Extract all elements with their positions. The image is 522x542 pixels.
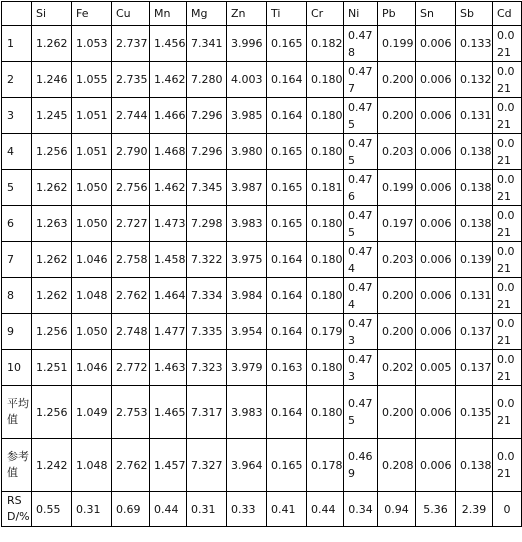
value-cell: 0.34 (344, 492, 378, 527)
value-cell: 0.131 (456, 278, 493, 314)
value-cell: 0.006 (416, 26, 456, 62)
value-cell: 2.727 (112, 206, 150, 242)
value-cell: 0.006 (416, 314, 456, 350)
value-cell: 0.181 (307, 170, 344, 206)
value-cell: 0.006 (416, 62, 456, 98)
value-cell: 0.163 (267, 350, 307, 386)
value-cell: 1.048 (72, 278, 112, 314)
value-cell: 1.049 (72, 386, 112, 439)
value-cell: 0.202 (378, 350, 416, 386)
value-cell: 1.458 (150, 242, 187, 278)
value-cell: 7.327 (187, 439, 227, 492)
column-header: Ti (267, 2, 307, 26)
row-label: RSD/% (2, 492, 32, 527)
value-cell: 1.246 (32, 62, 72, 98)
table-row-mean (2, 386, 522, 439)
value-cell: 0.133 (456, 26, 493, 62)
value-cell: 2.756 (112, 170, 150, 206)
value-cell: 1.262 (32, 170, 72, 206)
row-label: 2 (2, 62, 32, 98)
column-header: Cr (307, 2, 344, 26)
value-cell: 0.138 (456, 134, 493, 170)
value-cell: 0.180 (307, 98, 344, 134)
value-cell: 1.048 (72, 439, 112, 492)
value-cell: 0.165 (267, 206, 307, 242)
value-cell: 5.36 (416, 492, 456, 527)
value-cell: 1.053 (72, 26, 112, 62)
value-cell: 1.464 (150, 278, 187, 314)
value-cell: 0.180 (307, 206, 344, 242)
value-cell: 0.021 (493, 278, 522, 314)
value-cell: 0.137 (456, 350, 493, 386)
value-cell: 7.334 (187, 278, 227, 314)
value-cell: 3.987 (227, 170, 267, 206)
value-cell: 1.256 (32, 134, 72, 170)
value-cell: 0.180 (307, 278, 344, 314)
value-cell: 3.985 (227, 98, 267, 134)
row-label: 4 (2, 134, 32, 170)
value-cell: 2.762 (112, 278, 150, 314)
value-cell: 0.475 (344, 206, 378, 242)
value-cell: 1.051 (72, 98, 112, 134)
row-label: 平均值 (2, 386, 32, 439)
value-cell: 7.341 (187, 26, 227, 62)
row-label: 5 (2, 170, 32, 206)
value-cell: 0.021 (493, 350, 522, 386)
value-cell: 0.165 (267, 134, 307, 170)
value-cell: 3.996 (227, 26, 267, 62)
value-cell: 0.180 (307, 350, 344, 386)
table-row-sample-10 (2, 350, 522, 386)
value-cell: 2.772 (112, 350, 150, 386)
column-header: Mn (150, 2, 187, 26)
value-cell: 0.200 (378, 314, 416, 350)
table-body (2, 26, 522, 527)
table-row-rsd (2, 492, 522, 527)
table-row-sample-6 (2, 206, 522, 242)
value-cell: 0.469 (344, 439, 378, 492)
value-cell: 0.199 (378, 26, 416, 62)
value-cell: 0.006 (416, 439, 456, 492)
value-cell: 1.473 (150, 206, 187, 242)
value-cell: 0.474 (344, 242, 378, 278)
table-row-sample-1 (2, 26, 522, 62)
value-cell: 0.33 (227, 492, 267, 527)
value-cell: 1.263 (32, 206, 72, 242)
column-header: Sb (456, 2, 493, 26)
value-cell: 0 (493, 492, 522, 527)
value-cell: 1.256 (32, 314, 72, 350)
value-cell: 3.979 (227, 350, 267, 386)
value-cell: 0.180 (307, 134, 344, 170)
row-label: 10 (2, 350, 32, 386)
value-cell: 0.203 (378, 242, 416, 278)
value-cell: 1.245 (32, 98, 72, 134)
value-cell: 1.055 (72, 62, 112, 98)
value-cell: 3.984 (227, 278, 267, 314)
value-cell: 1.262 (32, 26, 72, 62)
value-cell: 0.180 (307, 62, 344, 98)
value-cell: 0.021 (493, 170, 522, 206)
row-label: 7 (2, 242, 32, 278)
value-cell: 0.179 (307, 314, 344, 350)
composition-table (1, 1, 522, 527)
column-header: Sn (416, 2, 456, 26)
value-cell: 0.55 (32, 492, 72, 527)
table-row-sample-4 (2, 134, 522, 170)
row-label: 参考值 (2, 439, 32, 492)
value-cell: 0.021 (493, 26, 522, 62)
row-label: 6 (2, 206, 32, 242)
value-cell: 1.463 (150, 350, 187, 386)
column-header: Cd (493, 2, 522, 26)
value-cell: 0.138 (456, 170, 493, 206)
value-cell: 0.69 (112, 492, 150, 527)
value-cell: 0.165 (267, 26, 307, 62)
value-cell: 0.178 (307, 439, 344, 492)
value-cell: 0.138 (456, 439, 493, 492)
table-row-sample-5 (2, 170, 522, 206)
value-cell: 7.322 (187, 242, 227, 278)
value-cell: 0.31 (72, 492, 112, 527)
value-cell: 0.131 (456, 98, 493, 134)
value-cell: 0.94 (378, 492, 416, 527)
value-cell: 0.180 (307, 386, 344, 439)
value-cell: 0.200 (378, 62, 416, 98)
value-cell: 2.735 (112, 62, 150, 98)
value-cell: 1.050 (72, 314, 112, 350)
value-cell: 0.473 (344, 314, 378, 350)
value-cell: 3.964 (227, 439, 267, 492)
value-cell: 7.296 (187, 134, 227, 170)
value-cell: 0.006 (416, 206, 456, 242)
value-cell: 3.983 (227, 386, 267, 439)
value-cell: 0.203 (378, 134, 416, 170)
value-cell: 3.983 (227, 206, 267, 242)
row-label: 1 (2, 26, 32, 62)
value-cell: 0.474 (344, 278, 378, 314)
value-cell: 0.41 (267, 492, 307, 527)
value-cell: 0.164 (267, 98, 307, 134)
value-cell: 0.021 (493, 386, 522, 439)
value-cell: 0.165 (267, 439, 307, 492)
header-corner-cell (2, 2, 32, 26)
value-cell: 2.753 (112, 386, 150, 439)
value-cell: 2.758 (112, 242, 150, 278)
value-cell: 1.046 (72, 242, 112, 278)
value-cell: 3.954 (227, 314, 267, 350)
value-cell: 1.462 (150, 170, 187, 206)
column-header: Pb (378, 2, 416, 26)
value-cell: 0.165 (267, 170, 307, 206)
value-cell: 7.323 (187, 350, 227, 386)
value-cell: 0.475 (344, 98, 378, 134)
value-cell: 1.050 (72, 170, 112, 206)
value-cell: 1.468 (150, 134, 187, 170)
value-cell: 4.003 (227, 62, 267, 98)
value-cell: 0.164 (267, 62, 307, 98)
value-cell: 0.138 (456, 206, 493, 242)
value-cell: 0.137 (456, 314, 493, 350)
value-cell: 1.046 (72, 350, 112, 386)
value-cell: 0.006 (416, 170, 456, 206)
value-cell: 0.021 (493, 134, 522, 170)
value-cell: 0.021 (493, 98, 522, 134)
table-row-sample-8 (2, 278, 522, 314)
value-cell: 2.737 (112, 26, 150, 62)
value-cell: 1.262 (32, 242, 72, 278)
column-header: Cu (112, 2, 150, 26)
value-cell: 2.39 (456, 492, 493, 527)
value-cell: 1.242 (32, 439, 72, 492)
value-cell: 2.762 (112, 439, 150, 492)
value-cell: 1.462 (150, 62, 187, 98)
value-cell: 0.135 (456, 386, 493, 439)
value-cell: 0.021 (493, 206, 522, 242)
value-cell: 0.199 (378, 170, 416, 206)
value-cell: 0.006 (416, 278, 456, 314)
value-cell: 0.164 (267, 242, 307, 278)
table-row-reference (2, 439, 522, 492)
value-cell: 0.200 (378, 278, 416, 314)
value-cell: 0.006 (416, 242, 456, 278)
value-cell: 0.005 (416, 350, 456, 386)
table-row-sample-7 (2, 242, 522, 278)
value-cell: 1.477 (150, 314, 187, 350)
value-cell: 7.345 (187, 170, 227, 206)
value-cell: 0.478 (344, 26, 378, 62)
value-cell: 1.256 (32, 386, 72, 439)
value-cell: 7.335 (187, 314, 227, 350)
value-cell: 1.456 (150, 26, 187, 62)
value-cell: 0.200 (378, 98, 416, 134)
value-cell: 0.180 (307, 242, 344, 278)
value-cell: 7.280 (187, 62, 227, 98)
value-cell: 0.182 (307, 26, 344, 62)
column-header: Ni (344, 2, 378, 26)
value-cell: 0.475 (344, 134, 378, 170)
table-row-sample-9 (2, 314, 522, 350)
value-cell: 0.476 (344, 170, 378, 206)
value-cell: 2.744 (112, 98, 150, 134)
value-cell: 7.296 (187, 98, 227, 134)
column-header: Mg (187, 2, 227, 26)
value-cell: 0.006 (416, 134, 456, 170)
value-cell: 0.477 (344, 62, 378, 98)
value-cell: 1.457 (150, 439, 187, 492)
value-cell: 0.006 (416, 98, 456, 134)
value-cell: 7.317 (187, 386, 227, 439)
value-cell: 1.262 (32, 278, 72, 314)
value-cell: 0.164 (267, 278, 307, 314)
value-cell: 2.790 (112, 134, 150, 170)
row-label: 8 (2, 278, 32, 314)
value-cell: 0.208 (378, 439, 416, 492)
value-cell: 0.475 (344, 386, 378, 439)
value-cell: 0.473 (344, 350, 378, 386)
value-cell: 0.006 (416, 386, 456, 439)
value-cell: 0.021 (493, 314, 522, 350)
value-cell: 0.44 (307, 492, 344, 527)
row-label: 3 (2, 98, 32, 134)
value-cell: 1.465 (150, 386, 187, 439)
value-cell: 0.139 (456, 242, 493, 278)
column-header: Zn (227, 2, 267, 26)
value-cell: 0.021 (493, 242, 522, 278)
value-cell: 0.021 (493, 62, 522, 98)
value-cell: 0.021 (493, 439, 522, 492)
value-cell: 1.466 (150, 98, 187, 134)
value-cell: 0.132 (456, 62, 493, 98)
value-cell: 1.051 (72, 134, 112, 170)
row-label: 9 (2, 314, 32, 350)
value-cell: 2.748 (112, 314, 150, 350)
value-cell: 3.980 (227, 134, 267, 170)
value-cell: 0.164 (267, 314, 307, 350)
table-row-sample-3 (2, 98, 522, 134)
header-row (2, 2, 522, 26)
column-header: Fe (72, 2, 112, 26)
value-cell: 0.44 (150, 492, 187, 527)
value-cell: 0.197 (378, 206, 416, 242)
column-header: Si (32, 2, 72, 26)
value-cell: 3.975 (227, 242, 267, 278)
table-row-sample-2 (2, 62, 522, 98)
value-cell: 1.050 (72, 206, 112, 242)
value-cell: 7.298 (187, 206, 227, 242)
value-cell: 0.31 (187, 492, 227, 527)
value-cell: 0.164 (267, 386, 307, 439)
value-cell: 1.251 (32, 350, 72, 386)
value-cell: 0.200 (378, 386, 416, 439)
